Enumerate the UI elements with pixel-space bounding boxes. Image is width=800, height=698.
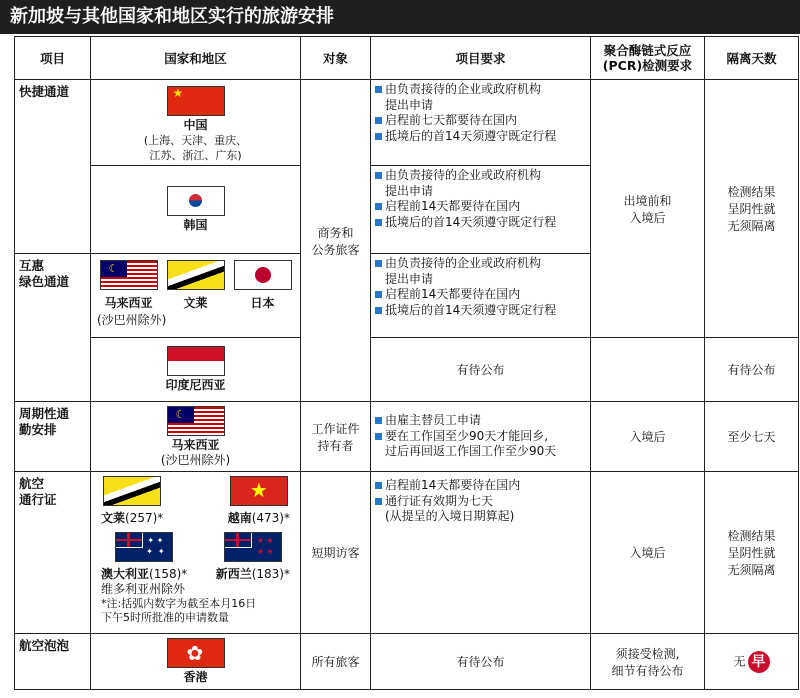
country-label (228, 509, 290, 526)
country-cell-hong-kong (91, 634, 301, 690)
country-malaysia (100, 260, 158, 311)
list-item: 抵境后的首14天须遵守既定行程 (375, 303, 586, 319)
country-detail: (上海、天津、重庆、 江苏、浙江、广东) (143, 134, 248, 162)
pcr-air-bubble: 须接受检测, 细节有待公布 (591, 634, 705, 690)
requirements-periodic (371, 402, 591, 472)
country-japan (234, 260, 292, 311)
approval-count: (473)* (251, 511, 290, 525)
china-flag-icon (167, 86, 225, 116)
country-name: 韩国 (183, 218, 208, 232)
category-air-pass: 航空 通行证 (15, 472, 91, 634)
table-row (15, 402, 799, 472)
quarantine-value: 无 (733, 654, 746, 668)
flag-row (95, 532, 296, 582)
country-new-zealand (216, 532, 290, 582)
category-fast-lane: 快捷通道 (15, 80, 91, 254)
list-item: 通行证有效期为七天 (从提呈的入境日期算起) (375, 494, 586, 525)
country-vietnam (228, 476, 290, 526)
list-item: 由负责接待的企业或政府机构 提出申请 (375, 256, 586, 287)
country-australia (101, 532, 187, 582)
malaysia-flag-icon (167, 406, 225, 436)
country-cell-air-pass (91, 472, 301, 634)
target-all: 所有旅客 (301, 634, 371, 690)
indonesia-flag-icon (167, 346, 225, 376)
requirements-korea (371, 166, 591, 254)
zaobao-logo-icon: 早 (748, 651, 770, 673)
malaysia-note: (沙巴州除外) (97, 313, 167, 327)
new-zealand-flag-icon (224, 532, 282, 562)
country-name: 香港 (183, 670, 208, 684)
target-business: 商务和 公务旅客 (301, 80, 371, 402)
victoria-note: 维多利亚州除外 (101, 582, 186, 596)
list-item: 启程前14天都要待在国内 (375, 287, 586, 303)
list-item: 抵境后的首14天须遵守既定行程 (375, 129, 586, 145)
country-cell-periodic-malaysia (91, 402, 301, 472)
target-work-pass: 工作证件 持有者 (301, 402, 371, 472)
pcr-indonesia (591, 338, 705, 402)
country-brunei (101, 476, 163, 526)
country-note: (沙巴州除外) (160, 453, 231, 467)
country-name: 印度尼西亚 (165, 378, 226, 392)
category-air-bubble: 航空泡泡 (15, 634, 91, 690)
header-item: 项目 (15, 37, 91, 80)
quarantine-air-pass: 检测结果 呈阴性就 无须隔离 (705, 472, 799, 634)
requirements-air-pass (371, 472, 591, 634)
target-short-term: 短期访客 (301, 472, 371, 634)
vietnam-flag-icon (230, 476, 288, 506)
pcr-periodic: 入境后 (591, 402, 705, 472)
pcr-air-pass: 入境后 (591, 472, 705, 634)
header-target: 对象 (301, 37, 371, 80)
list-item: 启程前14天都要待在国内 (375, 199, 586, 215)
japan-flag-icon (234, 260, 292, 290)
country-name: 文莱 (101, 511, 126, 525)
requirements-air-bubble: 有待公布 (371, 634, 591, 690)
country-name: 日本 (250, 296, 275, 310)
malaysia-flag-icon (100, 260, 158, 290)
quarantine-indonesia: 有待公布 (705, 338, 799, 402)
approval-count: (158)* (149, 567, 188, 581)
header-requirements: 项目要求 (371, 37, 591, 80)
country-cell-indonesia (91, 338, 301, 402)
country-name: 马来西亚 (104, 296, 153, 310)
brunei-flag-icon (103, 476, 161, 506)
quarantine-fast-green: 检测结果 呈阴性就 无须隔离 (705, 80, 799, 338)
quarantine-air-bubble (705, 634, 799, 690)
footnote: *注:括弧内数字为截至本月16日 下午5时所批准的申请数量 (101, 597, 257, 624)
header-pcr: 聚合酶链式反应 (PCR)检测要求 (591, 37, 705, 80)
flag-row (95, 476, 296, 526)
table-row (15, 634, 799, 690)
quarantine-periodic: 至少七天 (705, 402, 799, 472)
table-row (15, 338, 799, 402)
brunei-flag-icon (167, 260, 225, 290)
approval-count: (183)* (251, 567, 290, 581)
list-item: 启程前七天都要待在国内 (375, 113, 586, 129)
country-cell-green (91, 254, 301, 338)
country-name: 文莱 (183, 296, 208, 310)
travel-arrangements-table (14, 36, 799, 690)
country-brunei (167, 260, 225, 311)
approval-count: (257)* (125, 511, 164, 525)
category-periodic: 周期性通 勤安排 (15, 402, 91, 472)
list-item: 由负责接待的企业或政府机构 提出申请 (375, 82, 586, 113)
table-row (15, 80, 799, 166)
country-label (101, 509, 163, 526)
flag-row (95, 260, 296, 311)
list-item: 抵境后的首14天须遵守既定行程 (375, 215, 586, 231)
list-item: 由雇主替员工申请 (375, 413, 586, 429)
list-item: 启程前14天都要待在国内 (375, 478, 586, 494)
hong-kong-flag-icon (167, 638, 225, 668)
list-item: 由负责接待的企业或政府机构 提出申请 (375, 168, 586, 199)
header-row (15, 37, 799, 80)
country-label (101, 565, 187, 582)
requirements-green (371, 254, 591, 338)
list-item: 要在工作国至少90天才能回乡, 过后再回返工作国工作至少90天 (375, 429, 586, 460)
page-title: 新加坡与其他国家和地区实行的旅游安排 (0, 0, 800, 34)
pcr-fast-green: 出境前和 入境后 (591, 80, 705, 338)
country-name: 新西兰 (215, 567, 252, 581)
south-korea-flag-icon (167, 186, 225, 216)
header-quarantine: 隔离天数 (705, 37, 799, 80)
australia-flag-icon (115, 532, 173, 562)
table-row (15, 472, 799, 634)
country-name: 越南 (227, 511, 252, 525)
country-label (216, 565, 290, 582)
header-country: 国家和地区 (91, 37, 301, 80)
country-name: 中国 (183, 118, 208, 132)
country-cell-china (91, 80, 301, 166)
country-name: 澳大利亚 (101, 567, 150, 581)
requirements-china (371, 80, 591, 166)
category-green-lane: 互惠 绿色通道 (15, 254, 91, 402)
requirements-indonesia: 有待公布 (371, 338, 591, 402)
country-cell-korea (91, 166, 301, 254)
country-name: 马来西亚 (171, 438, 220, 452)
